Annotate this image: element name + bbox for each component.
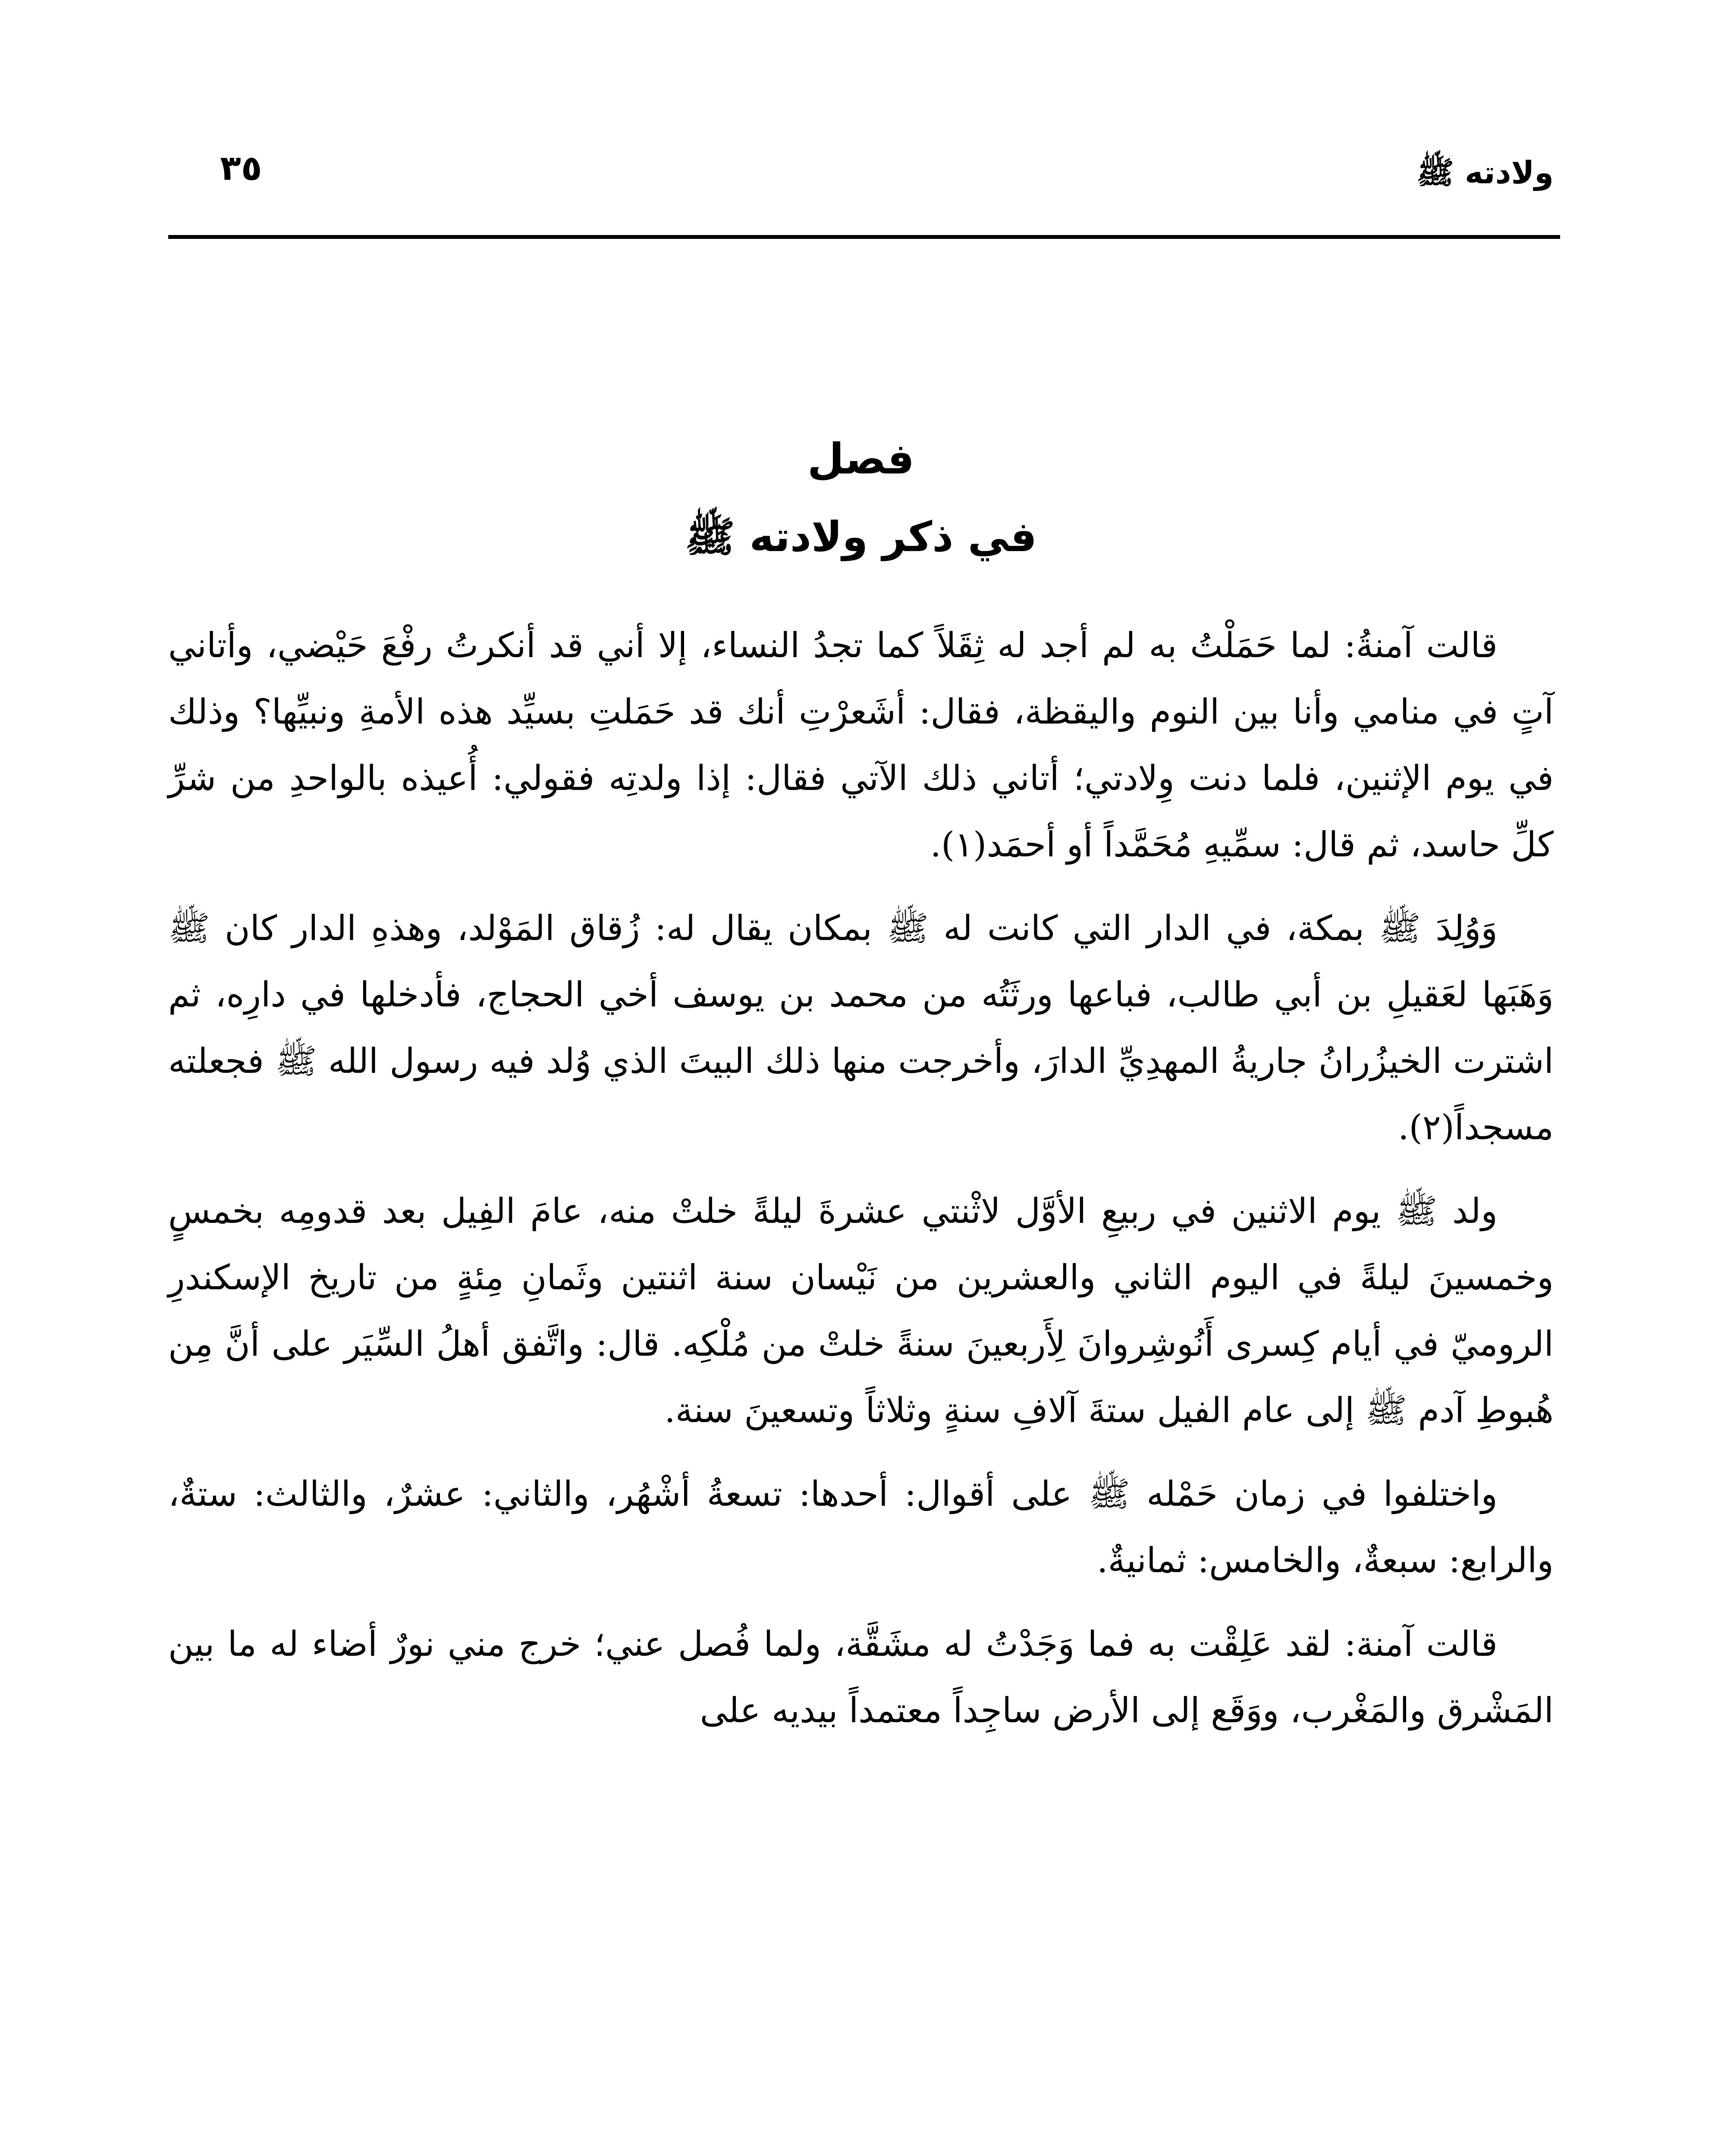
- page-number: ٣٥: [220, 148, 262, 188]
- running-title: ولادته ﷺ: [1416, 154, 1554, 191]
- section-heading: فصل: [807, 435, 915, 484]
- page-header: [168, 142, 1554, 207]
- paragraph: قالت آمنة: لقد عَلِقْت به فما وَجَدْتُ له مشَقَّة، ولما فُصل عني؛ خرج مني نورٌ أضاء له ما بين المَشْرق والمَغْرب، ووَقَع إلى الأرض ساجِداً معتمداً بيديه على: [168, 1624, 1554, 1730]
- header-rule: [168, 235, 1560, 239]
- paragraph: قالت آمنةُ: لما حَمَلْتُ به لم أجد له ثِقَلاً كما تجدُ النساء، إلا أني قد أنكرتُ رفْعَ حَيْضي، وأتاني آتٍ في منامي وأنا بين النوم واليقظة، فقال: أشَعرْتِ أنك قد حَمَلتِ بسيِّد هذه الأمةِ ونبيِّها؟ وذلك في يوم الإثنين، فلما دنت وِلادتي؛ أتاني ذلك الآتي فقال: إذا ولدتِه فقولي: أُعيذه بالواحدِ من شرِّ كلِّ حاسد، ثم قال: سمِّيهِ مُحَمَّداً أو أحمَد(١).: [168, 625, 1554, 865]
- paragraph: ولد ﷺ يوم الاثنين في ربيعِ الأوَّل لاثْنتي عشرةَ ليلةً خلتْ منه، عامَ الفِيل بعد قدومِه بخمسٍ وخمسينَ ليلةً في اليوم الثاني والعشرين من نَيْسان سنة اثنتين وثَمانِ مِئةٍ من تاريخ الإسكندرِ الروميّ في أيام كِسرى أَنُوشِروانَ لِأَربعينَ سنةً خلتْ من مُلْكِه. قال: واتَّفق أهلُ السِّيَر على أنَّ مِن هُبوطِ آدم ﷺ إلى عام الفيل ستةَ آلافِ سنةٍ وثلاثاً وتسعينَ سنة.: [168, 1191, 1554, 1430]
- section-subheading: في ذكر ولادته ﷺ: [685, 513, 1037, 561]
- paragraph: واختلفوا في زمان حَمْله ﷺ على أقوال: أحدها: تسعةُ أشْهُر، والثاني: عشرٌ، والثالث: ستةٌ، والرابع: سبعةٌ، والخامس: ثمانيةٌ.: [168, 1474, 1554, 1580]
- body-text: [168, 612, 1554, 1761]
- paragraph: وَوُلِدَ ﷺ بمكة، في الدار التي كانت له ﷺ بمكان يقال له: زُقاق المَوْلد، وهذهِ الدار كان ﷺ وَهَبَها لعَقيلِ بن أبي طالب، فباعها ورثَتُه من محمد بن يوسف أخي الحجاج، فأدخلها في دارِه، ثم اشترت الخيزُرانُ جاريةُ المهدِيِّ الدارَ، وأخرجت منها ذلك البيتَ الذي وُلد فيه رسول الله ﷺ فجعلته مسجداً(٢).: [168, 908, 1554, 1147]
